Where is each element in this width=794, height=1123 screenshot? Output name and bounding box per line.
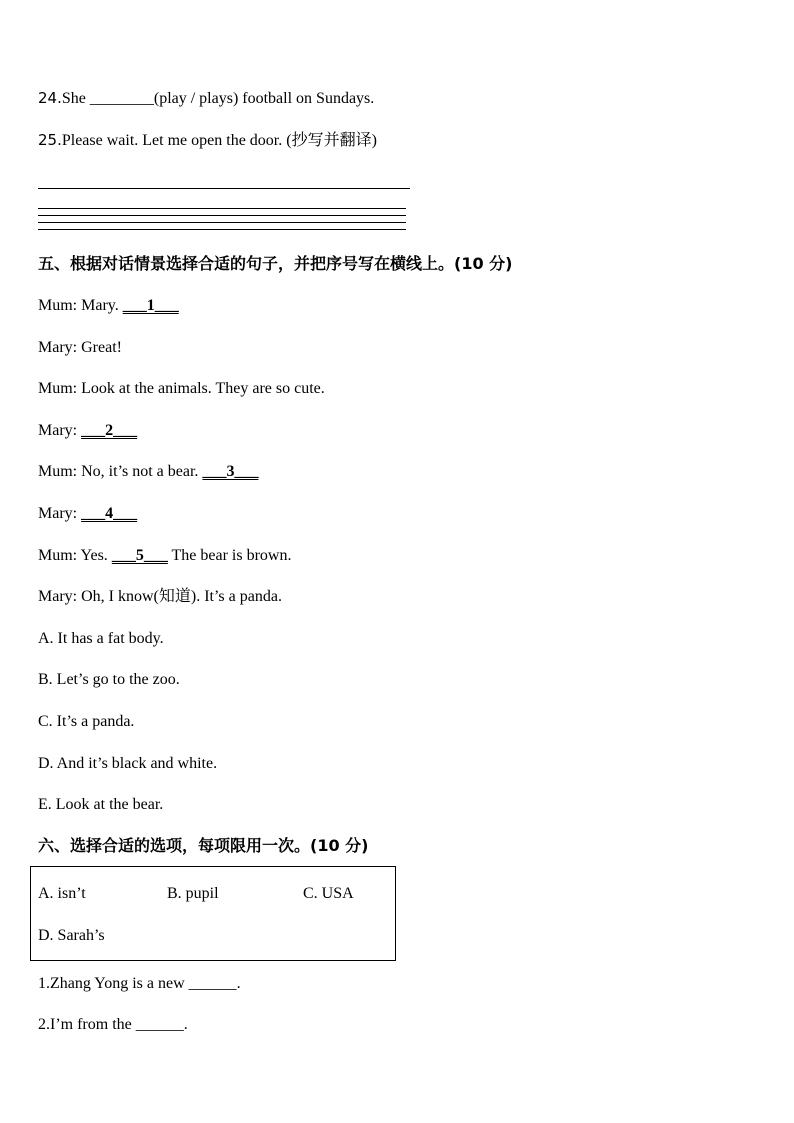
answer-line xyxy=(38,215,406,216)
option-e: E. Look at the bear. xyxy=(38,796,164,813)
word-bank-option: C. USA xyxy=(303,885,354,902)
dialogue-line: Mum: No, it’s not a bear. ___3___ xyxy=(38,463,259,480)
section-6-title: 六、选择合适的选项，每项限用一次。(10 分) xyxy=(38,836,369,855)
answer-line xyxy=(38,188,410,189)
word-bank-option: B. pupil xyxy=(167,885,219,902)
option-a: A. It has a fat body. xyxy=(38,630,164,647)
option-d: D. And it’s black and white. xyxy=(38,755,218,772)
dialogue-line: Mary: Great! xyxy=(38,339,122,356)
dialogue-line: Mum: Look at the animals. They are so cute. xyxy=(38,380,325,397)
dialogue-line: Mum: Mary. ___1___ xyxy=(38,297,179,314)
answer-line xyxy=(38,208,406,209)
section-5-title: 五、根据对话情景选择合适的句子，并把序号写在横线上。(10 分) xyxy=(38,254,513,273)
word-bank-option: D. Sarah’s xyxy=(38,927,105,944)
answer-line xyxy=(38,222,406,223)
question-24-text: She ________(play / plays) football on Sundays. xyxy=(61,90,375,107)
question-1: 1.Zhang Yong is a new ______. xyxy=(38,975,241,992)
question-2: 2.I’m from the ______. xyxy=(38,1016,188,1033)
dialogue-line: Mary: Oh, I know(知道). It’s a panda. xyxy=(38,588,282,605)
word-bank-box xyxy=(30,866,396,961)
question-25-text: Please wait. Let me open the door. (抄写并翻译) xyxy=(61,132,377,149)
dialogue-line: Mary: ___4___ xyxy=(38,505,138,522)
question-25: 25.Please wait. Let me open the door. (抄写并翻译) xyxy=(38,131,377,149)
answer-line xyxy=(38,229,406,230)
option-b: B. Let’s go to the zoo. xyxy=(38,671,180,688)
word-bank-option: A. isn’t xyxy=(38,885,86,902)
option-c: C. It’s a panda. xyxy=(38,713,135,730)
dialogue-line: Mum: Yes. ___5___ The bear is brown. xyxy=(38,547,292,564)
question-24: 24.She ________(play / plays) football on Sundays. xyxy=(38,89,375,107)
dialogue-line: Mary: ___2___ xyxy=(38,422,138,439)
